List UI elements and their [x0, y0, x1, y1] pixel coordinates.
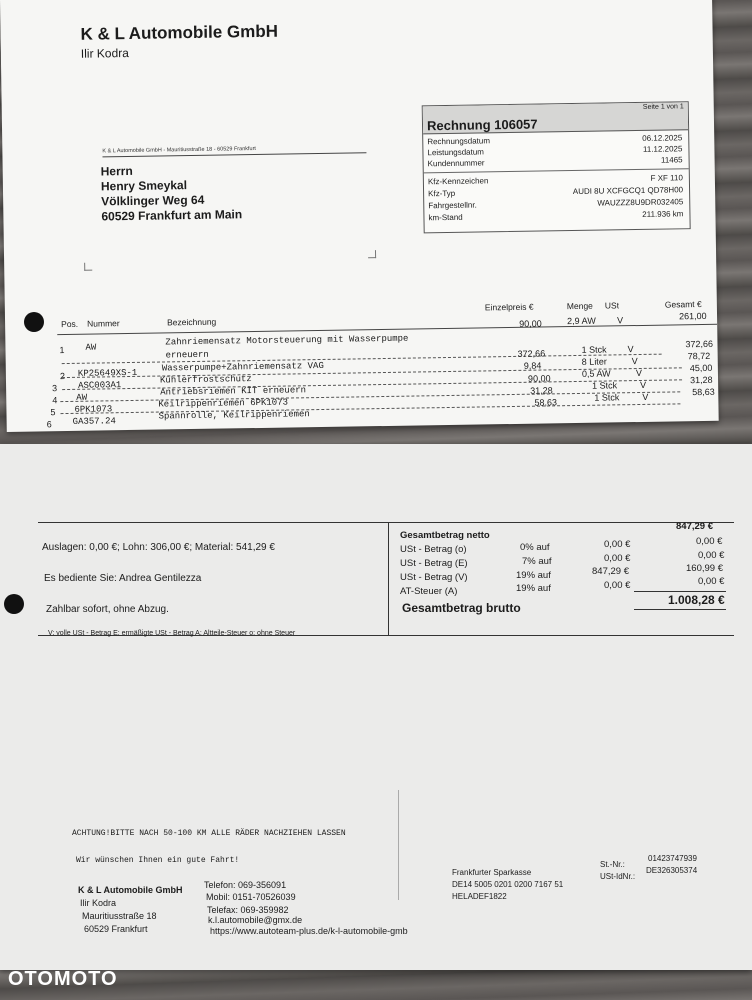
item-total: 372,66	[685, 338, 714, 350]
footer-owner: Ilir Kodra	[80, 898, 117, 908]
window-mark	[84, 263, 92, 271]
item-pos: 6	[46, 419, 52, 430]
divider	[424, 168, 689, 173]
row-value: 211.936 km	[642, 209, 684, 219]
row-label: Leistungsdatum	[427, 147, 485, 158]
tax-row-rate: 0% auf	[520, 542, 550, 553]
item-number: AW	[85, 342, 97, 353]
item-price: 31,28	[530, 385, 553, 396]
tax-row-amount: 160,99 €	[686, 563, 723, 574]
tax-row-label: USt - Betrag (o)	[400, 544, 467, 555]
tax-row-rate: 19% auf	[516, 583, 551, 594]
item-price: 58,63	[534, 397, 557, 408]
footer-bic: HELADEF1822	[452, 892, 507, 901]
tax-row-base: 0,00 €	[604, 580, 631, 591]
item-qty: 2,9 AW	[567, 315, 596, 327]
row-value: F XF 110	[650, 173, 683, 183]
row-value: AUDI 8U XCFGCQ1 QD78H00	[572, 185, 684, 197]
item-number: 6PK1073	[74, 404, 113, 415]
row-divider	[62, 379, 682, 390]
vin-row	[428, 197, 683, 210]
page-indicator: Seite 1 von 1	[642, 103, 684, 111]
col-number: Nummer	[87, 318, 120, 329]
col-quantity: Menge	[566, 300, 593, 312]
tax-legend: V: volle USt - Betrag E: ermäßigte USt - Betrag A: Altteile-Steuer o: ohne Steuer	[48, 630, 296, 637]
tax-row-amount: 0,00 €	[696, 536, 723, 547]
row-value: 06.12.2025	[642, 133, 683, 143]
item-price: 90,00	[519, 318, 542, 329]
item-qty: 8 Liter	[581, 356, 607, 367]
row-label: Kfz-Typ	[428, 188, 456, 199]
item-qty: 1 Stck	[581, 344, 607, 355]
col-total: Gesamt €	[664, 299, 702, 310]
row-divider	[60, 391, 680, 402]
row-label: Rechnungsdatum	[427, 136, 491, 147]
footer-taxno-label: St.-Nr.:	[600, 860, 625, 869]
row-label: Fahrgestellnr.	[428, 200, 477, 211]
item-pos: 1	[59, 345, 65, 356]
footer-vatid: DE326305374	[646, 866, 698, 875]
item-vat: V	[642, 391, 649, 402]
warning-note: ACHTUNG!BITTE NACH 50-100 KM ALLE RÄDER NACHZIEHEN LASSEN	[72, 829, 346, 838]
footer-fax: Telefax: 069-359982	[207, 905, 289, 915]
item-description: Kühlerfrostschutz	[159, 374, 252, 386]
window-mark	[368, 250, 376, 258]
company-name: K & L Automobile GmbH	[80, 21, 279, 44]
vehicle-type-row	[428, 185, 683, 198]
col-description: Bezeichnung	[167, 316, 217, 328]
punch-hole	[24, 312, 44, 332]
recipient-salutation: Herrn	[100, 163, 133, 179]
item-number: ASC003A1	[77, 380, 122, 391]
tax-row-label: USt - Betrag (V)	[400, 572, 468, 583]
item-number: GA357.24	[72, 416, 116, 427]
row-label: Kundennummer	[427, 158, 485, 169]
invoice-title: Rechnung 106057	[426, 116, 538, 134]
recipient-city: 60529 Frankfurt am Main	[101, 207, 243, 224]
sum-underline	[634, 591, 726, 592]
tax-row-base: 0,00 €	[604, 539, 631, 550]
item-pos: 5	[50, 407, 56, 418]
footer-mobile: Mobil: 0151-70526039	[206, 892, 296, 902]
col-unit-price: Einzelpreis €	[484, 301, 534, 313]
item-vat: V	[635, 367, 643, 379]
item-qty: 1 Stck	[592, 380, 618, 391]
item-description: Keilrippenriemen 6PK1073	[158, 397, 289, 410]
item-number: AW	[76, 392, 88, 403]
item-description: Antriebsriemen KIT erneuern	[160, 385, 307, 398]
customer-number-row	[428, 155, 683, 168]
item-pos: 2	[59, 371, 66, 382]
mileage-row	[428, 209, 683, 222]
tax-row-amount: 0,00 €	[698, 550, 725, 561]
row-label: km-Stand	[428, 212, 463, 223]
item-description: Spannrolle, Keilrippenriemen	[158, 409, 310, 422]
item-total: 45,00	[689, 362, 713, 374]
served-by: Es bediente Sie: Andrea Gentilezza	[44, 573, 202, 584]
row-value: WAUZZZ8U9DR032405	[597, 197, 684, 208]
item-qty: 1 Stck	[594, 392, 620, 403]
cost-breakdown: Auslagen: 0,00 €; Lohn: 306,00 €; Material: 541,29 €	[42, 542, 275, 553]
item-vat: V	[617, 315, 624, 326]
footer-street: Mauritiusstraße 18	[82, 911, 157, 921]
footer-company: K & L Automobile GmbH	[78, 885, 183, 895]
invoice-info-box	[422, 101, 691, 233]
tax-row-amount: 0,00 €	[698, 576, 725, 587]
item-description: Wasserpumpe+Zahnriemensatz VAG	[161, 360, 324, 374]
sender-line: K & L Automobile GmbH - Mauritiusstraße 18 - 60529 Frankfurt	[102, 144, 366, 157]
tax-row-base: 0,00 €	[604, 553, 631, 564]
company-owner: Ilir Kodra	[80, 45, 129, 61]
fold-line	[398, 790, 399, 900]
item-number: KP25649XS-1	[77, 367, 138, 379]
item-total: 31,28	[689, 374, 713, 386]
row-divider	[60, 403, 680, 414]
col-vat: USt	[604, 300, 620, 311]
item-total: 78,72	[687, 350, 711, 362]
gross-total-value: 1.008,28 €	[668, 593, 725, 607]
row-value: 11465	[660, 155, 683, 165]
tax-row-base: 847,29 €	[592, 566, 629, 577]
row-label: Kfz-Kennzeichen	[427, 176, 489, 187]
footer-taxno: 01423747939	[648, 854, 697, 863]
plate-row	[428, 173, 683, 186]
item-total: 261,00	[678, 310, 707, 322]
invoice-top-sheet	[0, 0, 719, 432]
tax-row-label: AT-Steuer (A)	[400, 586, 458, 597]
tax-row-rate: 7% auf	[522, 556, 552, 567]
item-price: 372,66	[517, 348, 546, 359]
item-qty: 0,5 AW	[581, 368, 611, 379]
item-price: 90,00	[527, 373, 551, 384]
item-pos: 4	[52, 395, 58, 406]
item-total: 58,63	[692, 386, 715, 398]
item-vat: V	[640, 379, 647, 390]
net-total-value: 847,29 €	[676, 521, 713, 532]
otomoto-watermark: OTOMOTO	[8, 968, 118, 990]
recipient-name: Henry Smeykal	[100, 178, 188, 194]
item-description: Zahnriemensatz Motorsteuerung mit Wasserpumpe	[165, 333, 409, 348]
footer-website: https://www.autoteam-plus.de/k-l-automobile-gmb	[210, 926, 408, 936]
item-description-cont: erneuern	[165, 349, 209, 361]
footer-phone: Telefon: 069-356091	[204, 880, 287, 890]
net-total-label: Gesamtbetrag netto	[400, 530, 490, 541]
item-pos: 3	[52, 383, 58, 394]
row-value: 11.12.2025	[642, 144, 683, 154]
tax-row-rate: 19% auf	[516, 570, 551, 581]
footer-bank: Frankfurter Sparkasse	[452, 868, 532, 877]
tax-row-label: USt - Betrag (E)	[400, 558, 468, 569]
payment-terms: Zahlbar sofort, ohne Abzug.	[46, 604, 169, 615]
item-vat: V	[627, 344, 634, 355]
recipient-street: Völklinger Weg 64	[101, 192, 205, 209]
item-vat: V	[631, 356, 638, 367]
farewell-note: Wir wünschen Ihnen ein gute Fahrt!	[76, 856, 240, 865]
footer-vatid-label: USt-IdNr.:	[600, 872, 636, 881]
invoice-bottom-sheet	[0, 444, 752, 970]
sum-underline	[634, 609, 726, 610]
col-pos: Pos.	[61, 318, 79, 330]
punch-hole	[4, 594, 24, 614]
footer-email: k.l.automobile@gmx.de	[208, 915, 303, 925]
gross-total-label: Gesamtbetrag brutto	[402, 601, 521, 615]
footer-iban: DE14 5005 0201 0200 7167 51	[452, 880, 564, 889]
item-price: 9,84	[523, 360, 542, 371]
footer-city: 60529 Frankfurt	[84, 924, 148, 934]
